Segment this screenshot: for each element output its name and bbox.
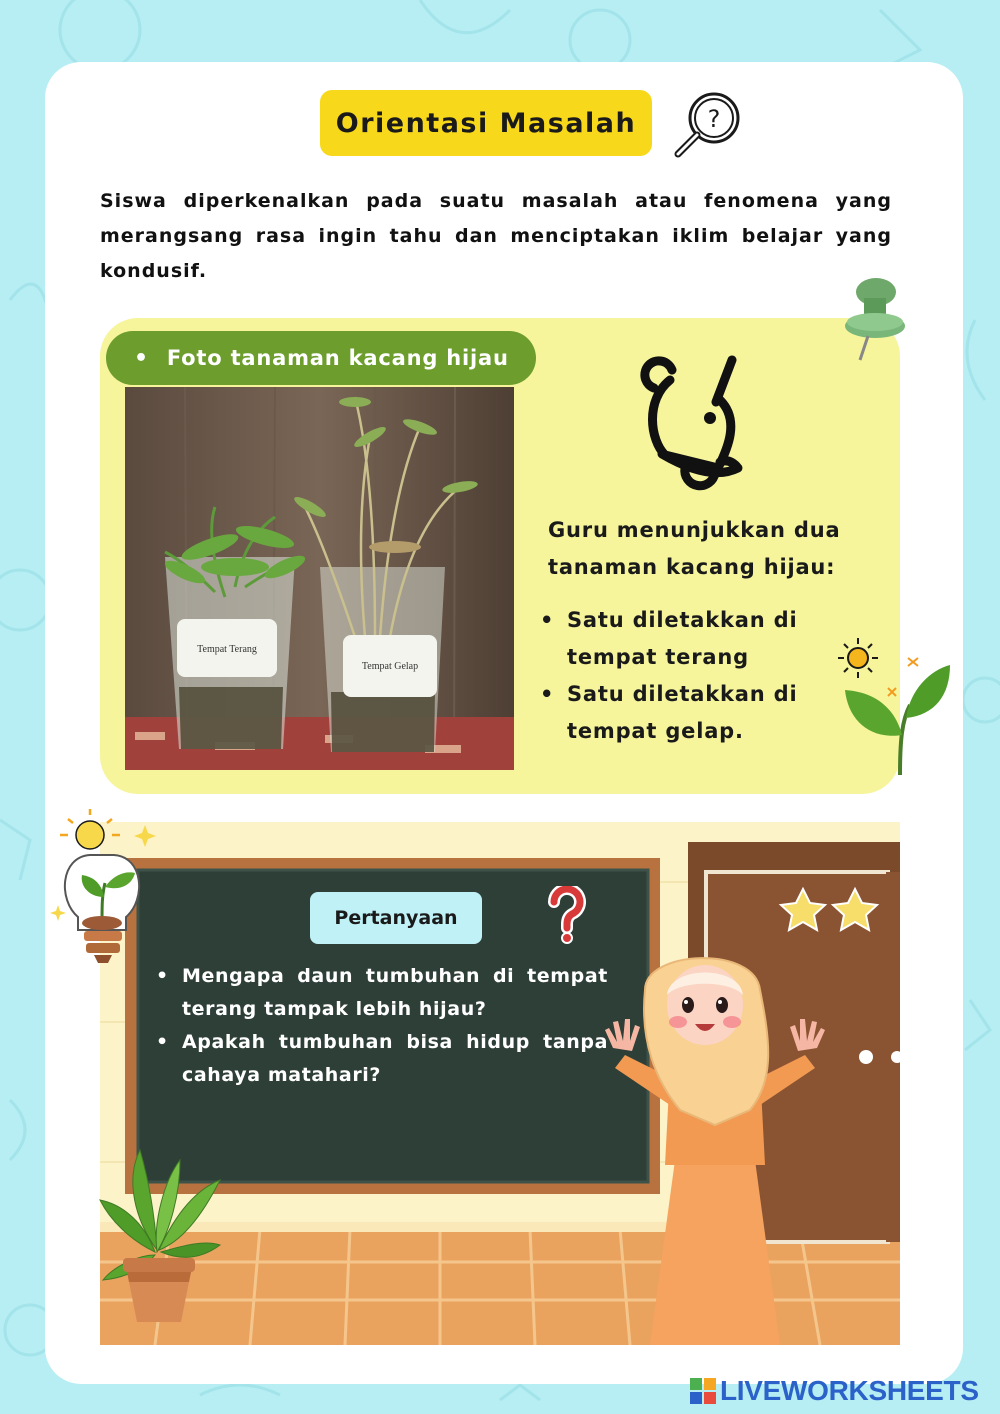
question-list: [156, 960, 608, 1092]
star-icon: [775, 885, 885, 935]
question-text: Apakah tumbuhan bisa hidup tanpa cahaya matahari?: [182, 1031, 608, 1086]
brand-name: LIVEWORKSHEETS: [720, 1375, 979, 1406]
cup-label-bright: Tempat Terang: [197, 644, 257, 655]
intro-paragraph: Siswa diperkenalkan pada suatu masalah atau fenomena yang merangsang rasa ingin tahu dan menciptakan iklim belajar yang kondusif.: [100, 190, 892, 282]
list-item: • Mengapa daun tumbuhan di tempat terang tampak lebih hijau?: [156, 960, 608, 1026]
plant-placement-list: [540, 602, 840, 750]
question-title: Pertanyaan: [310, 892, 482, 944]
logo-icon: [690, 1378, 716, 1404]
page-title: Orientasi Masalah: [320, 90, 652, 156]
lightbulb-plant-icon: [50, 805, 165, 965]
list-item-text: Satu diletakkan di tempat gelap.: [567, 682, 798, 743]
liveworksheets-logo: [690, 1372, 979, 1410]
bell-alert-icon: [640, 350, 765, 495]
list-item: • Apakah tumbuhan bisa hidup tanpa cahaya matahari?: [156, 1026, 608, 1092]
question-text: Mengapa daun tumbuhan di tempat terang tampak lebih hijau?: [182, 965, 608, 1020]
bullet: •: [134, 345, 149, 371]
question-mark-icon: [546, 886, 588, 944]
list-item-text: Satu diletakkan di tempat terang: [567, 608, 798, 669]
potted-plant-image: [95, 1140, 225, 1325]
list-item: • Satu diletakkan di tempat gelap.: [540, 676, 840, 750]
sun-sprout-icon: [830, 630, 954, 775]
teacher-illustration: [585, 950, 850, 1345]
bean-sprout-photo: [125, 387, 514, 770]
photo-label-pill: [106, 331, 536, 385]
cup-label-dark: Tempat Gelap: [361, 661, 419, 672]
magnifier-question-icon: [668, 90, 746, 162]
list-item: • Satu diletakkan di tempat terang: [540, 602, 840, 676]
svg-text:?: ?: [707, 105, 721, 133]
push-pin-icon: [838, 276, 908, 364]
photo-label: Foto tanaman kacang hijau: [166, 346, 509, 370]
teacher-statement: Guru menunjukkan dua tanaman kacang hijau:: [548, 518, 841, 579]
